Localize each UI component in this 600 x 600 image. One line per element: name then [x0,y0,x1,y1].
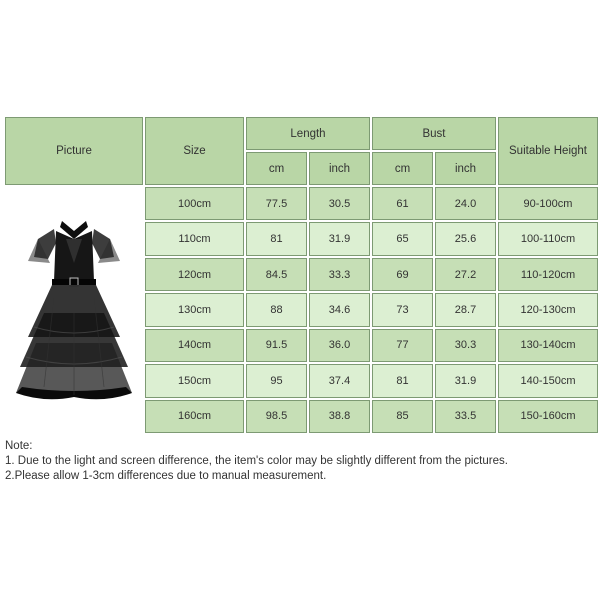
header-size: Size [145,117,244,185]
cell-bust-inch: 27.2 [435,258,496,291]
cell-size: 120cm [145,258,244,291]
header-bust: Bust [372,117,496,150]
cell-bust-inch: 33.5 [435,400,496,433]
cell-length-inch: 31.9 [309,222,370,255]
cell-bust-cm: 77 [372,329,433,362]
cell-size: 150cm [145,364,244,397]
cell-length-inch: 34.6 [309,293,370,326]
cell-bust-inch: 28.7 [435,293,496,326]
cell-bust-cm: 85 [372,400,433,433]
note-line-2: 2.Please allow 1-3cm differences due to manual measurement. [5,470,327,482]
header-bust-cm: cm [372,152,433,185]
cell-bust-inch: 31.9 [435,364,496,397]
cell-size: 110cm [145,222,244,255]
cell-length-cm: 77.5 [246,187,307,220]
cell-height: 130-140cm [498,329,598,362]
notes-section [5,439,595,484]
table-row [5,187,598,220]
cell-size: 160cm [145,400,244,433]
cell-length-inch: 36.0 [309,329,370,362]
cell-bust-cm: 65 [372,222,433,255]
header-length-inch: inch [309,152,370,185]
black-dress-image [14,217,134,403]
cell-bust-inch: 24.0 [435,187,496,220]
cell-height: 90-100cm [498,187,598,220]
cell-bust-inch: 25.6 [435,222,496,255]
note-line-1: 1. Due to the light and screen difference, the item's color may be slightly different from the pictures. [5,455,508,467]
cell-length-cm: 84.5 [246,258,307,291]
size-chart-table [3,115,600,435]
header-picture: Picture [5,117,143,185]
cell-height: 100-110cm [498,222,598,255]
header-length-cm: cm [246,152,307,185]
cell-length-cm: 81 [246,222,307,255]
header-length: Length [246,117,370,150]
cell-bust-inch: 30.3 [435,329,496,362]
cell-height: 140-150cm [498,364,598,397]
cell-length-inch: 33.3 [309,258,370,291]
cell-size: 140cm [145,329,244,362]
cell-bust-cm: 61 [372,187,433,220]
cell-bust-cm: 73 [372,293,433,326]
cell-length-inch: 38.8 [309,400,370,433]
cell-length-cm: 95 [246,364,307,397]
header-suitable-height: Suitable Height [498,117,598,185]
cell-height: 110-120cm [498,258,598,291]
cell-size: 100cm [145,187,244,220]
cell-length-cm: 98.5 [246,400,307,433]
cell-bust-cm: 69 [372,258,433,291]
cell-size: 130cm [145,293,244,326]
cell-length-inch: 37.4 [309,364,370,397]
header-bust-inch: inch [435,152,496,185]
product-picture-cell [5,187,143,433]
cell-length-cm: 91.5 [246,329,307,362]
cell-length-cm: 88 [246,293,307,326]
cell-height: 120-130cm [498,293,598,326]
cell-height: 150-160cm [498,400,598,433]
note-title: Note: [5,440,33,452]
cell-length-inch: 30.5 [309,187,370,220]
cell-bust-cm: 81 [372,364,433,397]
